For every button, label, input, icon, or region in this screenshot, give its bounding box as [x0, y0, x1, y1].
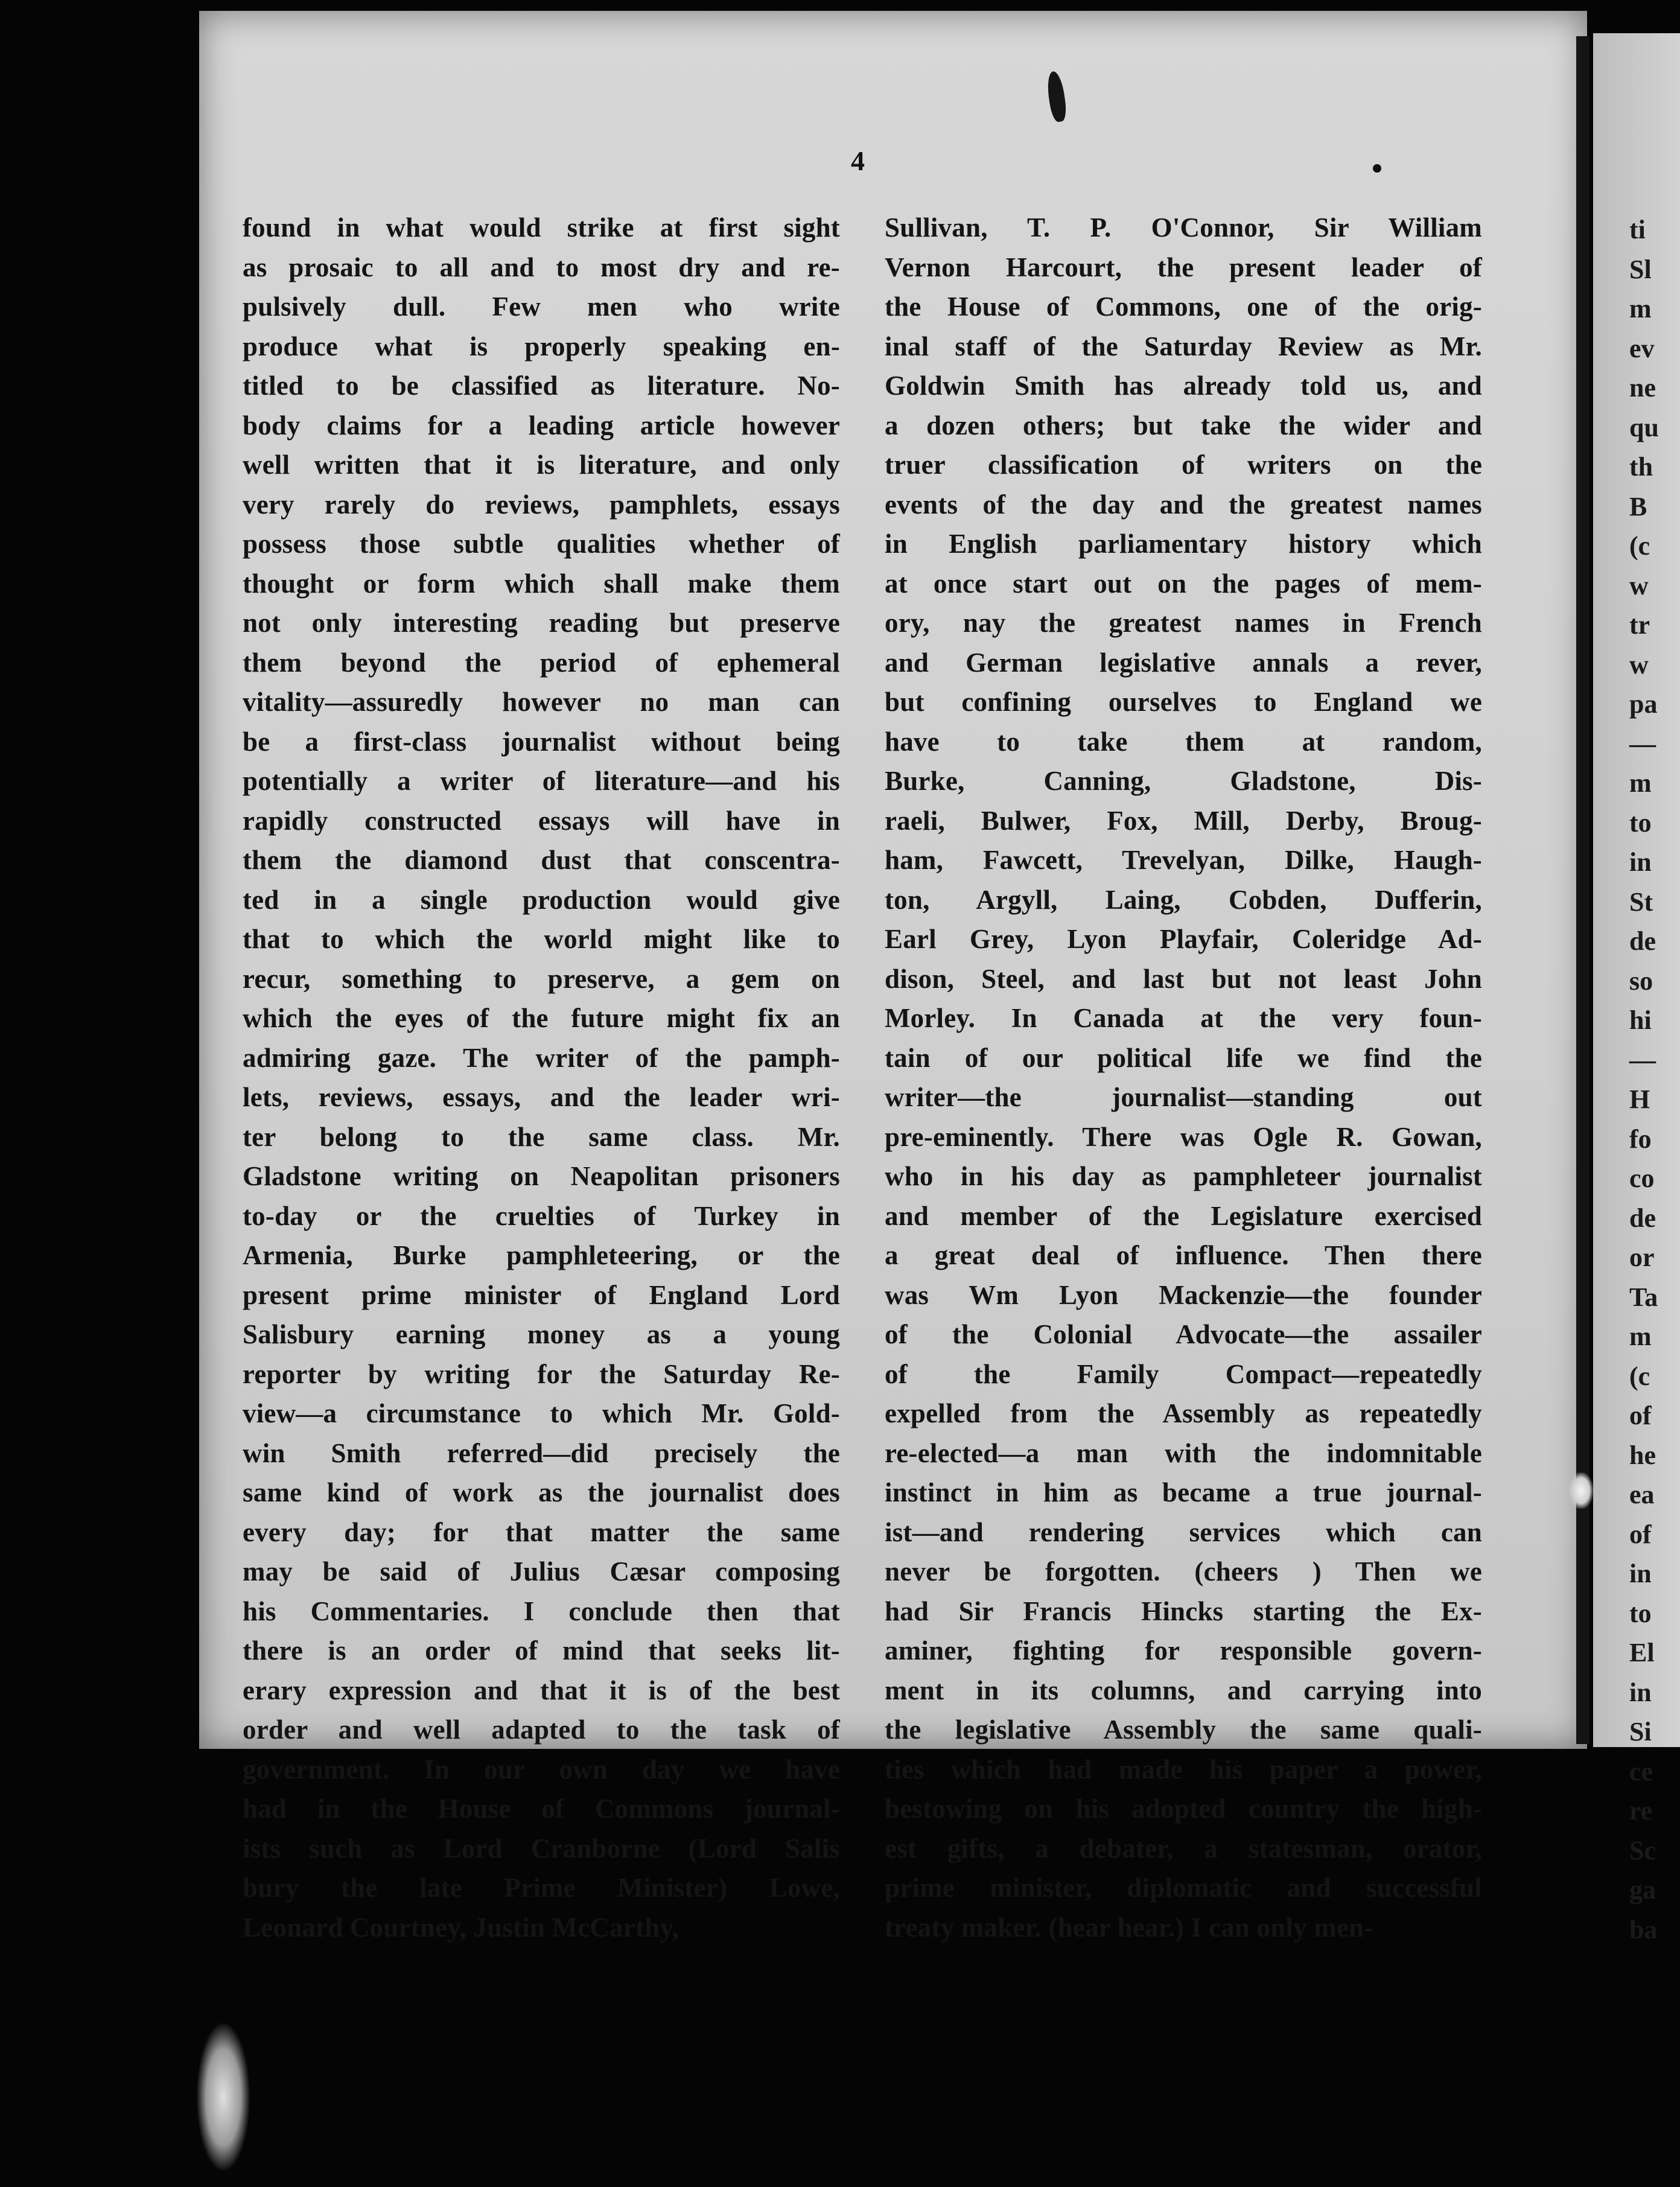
text-line: Morley. In Canada at the very foun-	[885, 1003, 1482, 1033]
text-line: present prime minister of England Lord	[243, 1279, 840, 1310]
text-line: events of the day and the greatest names	[885, 489, 1482, 520]
text-line: never be forgotten. (cheers ) Then we	[885, 1556, 1482, 1587]
text-line: may be said of Julius Cæsar composing	[243, 1556, 840, 1587]
text-line: erary expression and that it is of the best	[243, 1675, 840, 1705]
text-line: Earl Grey, Lyon Playfair, Coleridge Ad-	[885, 924, 1482, 954]
text-line: expelled from the Assembly as repeatedly	[885, 1398, 1482, 1428]
adjacent-page-fragment: ga	[1629, 1875, 1656, 1905]
adjacent-page-fragment: ne	[1629, 373, 1656, 403]
text-line: order and well adapted to the task of	[243, 1714, 840, 1745]
text-line: Salisbury earning money as a young	[243, 1319, 840, 1349]
text-line: government. In our own day we have	[243, 1754, 840, 1784]
adjacent-page-fragment: w	[1629, 649, 1649, 680]
text-line: writer—the journalist—standing out	[885, 1082, 1482, 1112]
text-line: to-day or the cruelties of Turkey in	[243, 1200, 840, 1231]
text-line: same kind of work as the journalist does	[243, 1477, 840, 1507]
text-line: lets, reviews, essays, and the leader wri-	[243, 1082, 840, 1112]
adjacent-page-fragment: El	[1629, 1638, 1655, 1667]
text-line: Goldwin Smith has already told us, and	[885, 371, 1482, 401]
adjacent-page-fragment: m	[1629, 1322, 1652, 1351]
adjacent-page	[1593, 33, 1680, 1944]
text-line: ted in a single production would give	[243, 884, 840, 915]
adjacent-page-fragment: co	[1629, 1164, 1655, 1193]
text-line: ist—and rendering services which can	[885, 1517, 1482, 1547]
text-line: inal staff of the Saturday Review as Mr.	[885, 331, 1482, 361]
adjacent-page-fragment: hi	[1629, 1005, 1652, 1035]
text-line: well written that it is literature, and only	[243, 450, 840, 480]
text-line: produce what is properly speaking en-	[243, 331, 840, 361]
adjacent-page-fragment: so	[1629, 966, 1653, 996]
text-line: aminer, fighting for responsible govern-	[885, 1635, 1482, 1666]
text-line: rapidly constructed essays will have in	[243, 805, 840, 836]
text-line: the House of Commons, one of the orig-	[885, 291, 1482, 322]
adjacent-page-fragment: th	[1629, 452, 1653, 482]
adjacent-page-fragment: of	[1629, 1519, 1652, 1549]
adjacent-page-fragment: —	[1629, 728, 1656, 759]
adjacent-page-fragment: Ta	[1629, 1282, 1658, 1312]
text-line: recur, something to preserve, a gem on	[243, 963, 840, 994]
adjacent-page-fragment: Si	[1629, 1717, 1652, 1746]
adjacent-page-fragment: ev	[1629, 333, 1655, 363]
text-line: at once start out on the pages of mem-	[885, 568, 1482, 599]
adjacent-page-fragment: de	[1629, 926, 1656, 956]
text-line: prime minister, diplomatic and successful	[885, 1873, 1482, 1903]
adjacent-page-fragment: St	[1629, 887, 1653, 917]
text-line: of the Family Compact—repeatedly	[885, 1358, 1482, 1389]
adjacent-page-fragment: in	[1629, 847, 1652, 877]
text-line: treaty maker. (hear hear.) I can only men-	[885, 1912, 1373, 1943]
text-line: ton, Argyll, Laing, Cobden, Dufferin,	[885, 884, 1482, 915]
adjacent-page-fragment: in	[1629, 1677, 1652, 1707]
text-line: Armenia, Burke pamphleteering, or the	[243, 1240, 840, 1270]
adjacent-page-fragment: de	[1629, 1203, 1656, 1233]
text-line: dison, Steel, and last but not least John	[885, 963, 1482, 994]
text-line: re-elected—a man with the indomnitable	[885, 1437, 1482, 1468]
text-line: thought or form which shall make them	[243, 568, 840, 599]
adjacent-page-fragment: tr	[1629, 610, 1650, 640]
adjacent-page-fragment: in	[1629, 1559, 1652, 1588]
text-line: ham, Fawcett, Trevelyan, Dilke, Haugh-	[885, 845, 1482, 875]
text-line: view—a circumstance to which Mr. Gold-	[243, 1398, 840, 1428]
text-line: but confining ourselves to England we	[885, 687, 1482, 717]
text-line: had Sir Francis Hincks starting the Ex-	[885, 1596, 1482, 1626]
right-text-column	[885, 208, 1482, 1947]
text-line: ists such as Lord Cranborne (Lord Salis	[243, 1833, 840, 1864]
text-line: ory, nay the greatest names in French	[885, 608, 1482, 638]
text-line: bury the late Prime Minister) Lowe,	[243, 1873, 840, 1903]
text-line: a great deal of influence. Then there	[885, 1240, 1482, 1270]
adjacent-page-fragment: fo	[1629, 1124, 1652, 1154]
text-line: truer classification of writers on the	[885, 450, 1482, 480]
adjacent-page-fragment: ba	[1629, 1914, 1658, 1944]
text-line: raeli, Bulwer, Fox, Mill, Derby, Broug-	[885, 805, 1482, 836]
adjacent-page-fragment: B	[1629, 491, 1647, 521]
text-line: of the Colonial Advocate—the assailer	[885, 1319, 1482, 1349]
scan-smudge	[1569, 1472, 1593, 1509]
text-line: ties which had made his paper a power,	[885, 1754, 1482, 1784]
adjacent-page-fragment: m	[1629, 294, 1652, 323]
adjacent-page-fragment: he	[1629, 1440, 1656, 1470]
text-line: Gladstone writing on Neapolitan prisoners	[243, 1161, 840, 1191]
adjacent-page-fragment: (c	[1629, 1361, 1650, 1391]
text-line: them beyond the period of ephemeral	[243, 647, 840, 678]
text-line: who in his day as pamphleteer journalist	[885, 1161, 1482, 1191]
text-line: instinct in him as became a true journal-	[885, 1477, 1482, 1507]
text-line: Leonard Courtney, Justin McCarthy,	[243, 1912, 679, 1943]
text-line: Vernon Harcourt, the present leader of	[885, 252, 1482, 282]
text-line: which the eyes of the future might fix an	[243, 1003, 840, 1033]
text-line: and German legislative annals a rever,	[885, 647, 1482, 678]
text-line: potentially a writer of literature—and his	[243, 766, 840, 796]
page-number: 4	[851, 145, 865, 176]
left-text-column	[243, 208, 840, 1947]
adjacent-page-fragment: pa	[1629, 689, 1658, 719]
text-line: reporter by writing for the Saturday Re-	[243, 1358, 840, 1389]
adjacent-page-fragment: —	[1629, 1045, 1656, 1075]
adjacent-page-fragment: qu	[1629, 412, 1659, 442]
adjacent-page-fragment: w	[1629, 570, 1649, 600]
adjacent-page-fragment: to	[1629, 1598, 1652, 1628]
text-line: body claims for a leading article however	[243, 410, 840, 441]
text-line: Sullivan, T. P. O'Connor, Sir William	[885, 212, 1482, 243]
adjacent-page-fragment: or	[1629, 1243, 1655, 1272]
text-line: not only interesting reading but preserve	[243, 608, 840, 638]
text-line: that to which the world might like to	[243, 924, 840, 954]
adjacent-page-fragment: ea	[1629, 1480, 1655, 1509]
text-line: Burke, Canning, Gladstone, Dis-	[885, 766, 1482, 796]
text-line: his Commentaries. I conclude then that	[243, 1596, 840, 1626]
text-line: in English parliamentary history which	[885, 529, 1482, 559]
text-line: as prosaic to all and to most dry and re-	[243, 252, 840, 282]
text-line: every day; for that matter the same	[243, 1517, 840, 1547]
adjacent-page-fragment: ti	[1629, 215, 1646, 244]
text-line: pulsively dull. Few men who write	[243, 291, 840, 322]
text-line: them the diamond dust that conscentra-	[243, 845, 840, 875]
adjacent-page-fragment: of	[1629, 1401, 1652, 1430]
adjacent-page-fragment: re	[1629, 1796, 1653, 1826]
text-line: be a first-class journalist without being	[243, 726, 840, 757]
adjacent-page-fragment: Sl	[1629, 254, 1652, 284]
text-line: very rarely do reviews, pamphlets, essays	[243, 489, 840, 520]
text-line: a dozen others; but take the wider and	[885, 410, 1482, 441]
page-dot-mark	[1373, 164, 1381, 173]
text-line: ment in its columns, and carrying into	[885, 1675, 1482, 1705]
text-line: pre-eminently. There was Ogle R. Gowan,	[885, 1121, 1482, 1152]
text-line: have to take them at random,	[885, 726, 1482, 757]
text-line: vitality—assuredly however no man can	[243, 687, 840, 717]
text-line: there is an order of mind that seeks lit-	[243, 1635, 840, 1666]
text-line: possess those subtle qualities whether of	[243, 529, 840, 559]
adjacent-page-fragment: Sc	[1629, 1835, 1656, 1865]
text-line: was Wm Lyon Mackenzie—the founder	[885, 1279, 1482, 1310]
text-line: and member of the Legislature exercised	[885, 1200, 1482, 1231]
scan-smudge	[196, 2022, 250, 2173]
adjacent-page-fragment: to	[1629, 807, 1652, 838]
text-line: admiring gaze. The writer of the pamph-	[243, 1042, 840, 1073]
text-line: est gifts, a debater, a statesman, orator,	[885, 1833, 1482, 1864]
adjacent-page-fragment: H	[1629, 1084, 1650, 1114]
text-line: bestowing on his adopted country the high-	[885, 1794, 1482, 1824]
adjacent-page-fragment: (c	[1629, 531, 1650, 561]
text-line: win Smith referred—did precisely the	[243, 1437, 840, 1468]
text-line: titled to be classified as literature. No-	[243, 371, 840, 401]
text-line: tain of our political life we find the	[885, 1042, 1482, 1073]
adjacent-page-fragment: ce	[1629, 1756, 1653, 1786]
text-line: the legislative Assembly the same quali-	[885, 1714, 1482, 1745]
text-line: found in what would strike at first sight	[243, 212, 840, 243]
adjacent-page-fragment: m	[1629, 768, 1652, 798]
text-line: ter belong to the same class. Mr.	[243, 1121, 840, 1152]
text-line: had in the House of Commons journal-	[243, 1794, 840, 1824]
